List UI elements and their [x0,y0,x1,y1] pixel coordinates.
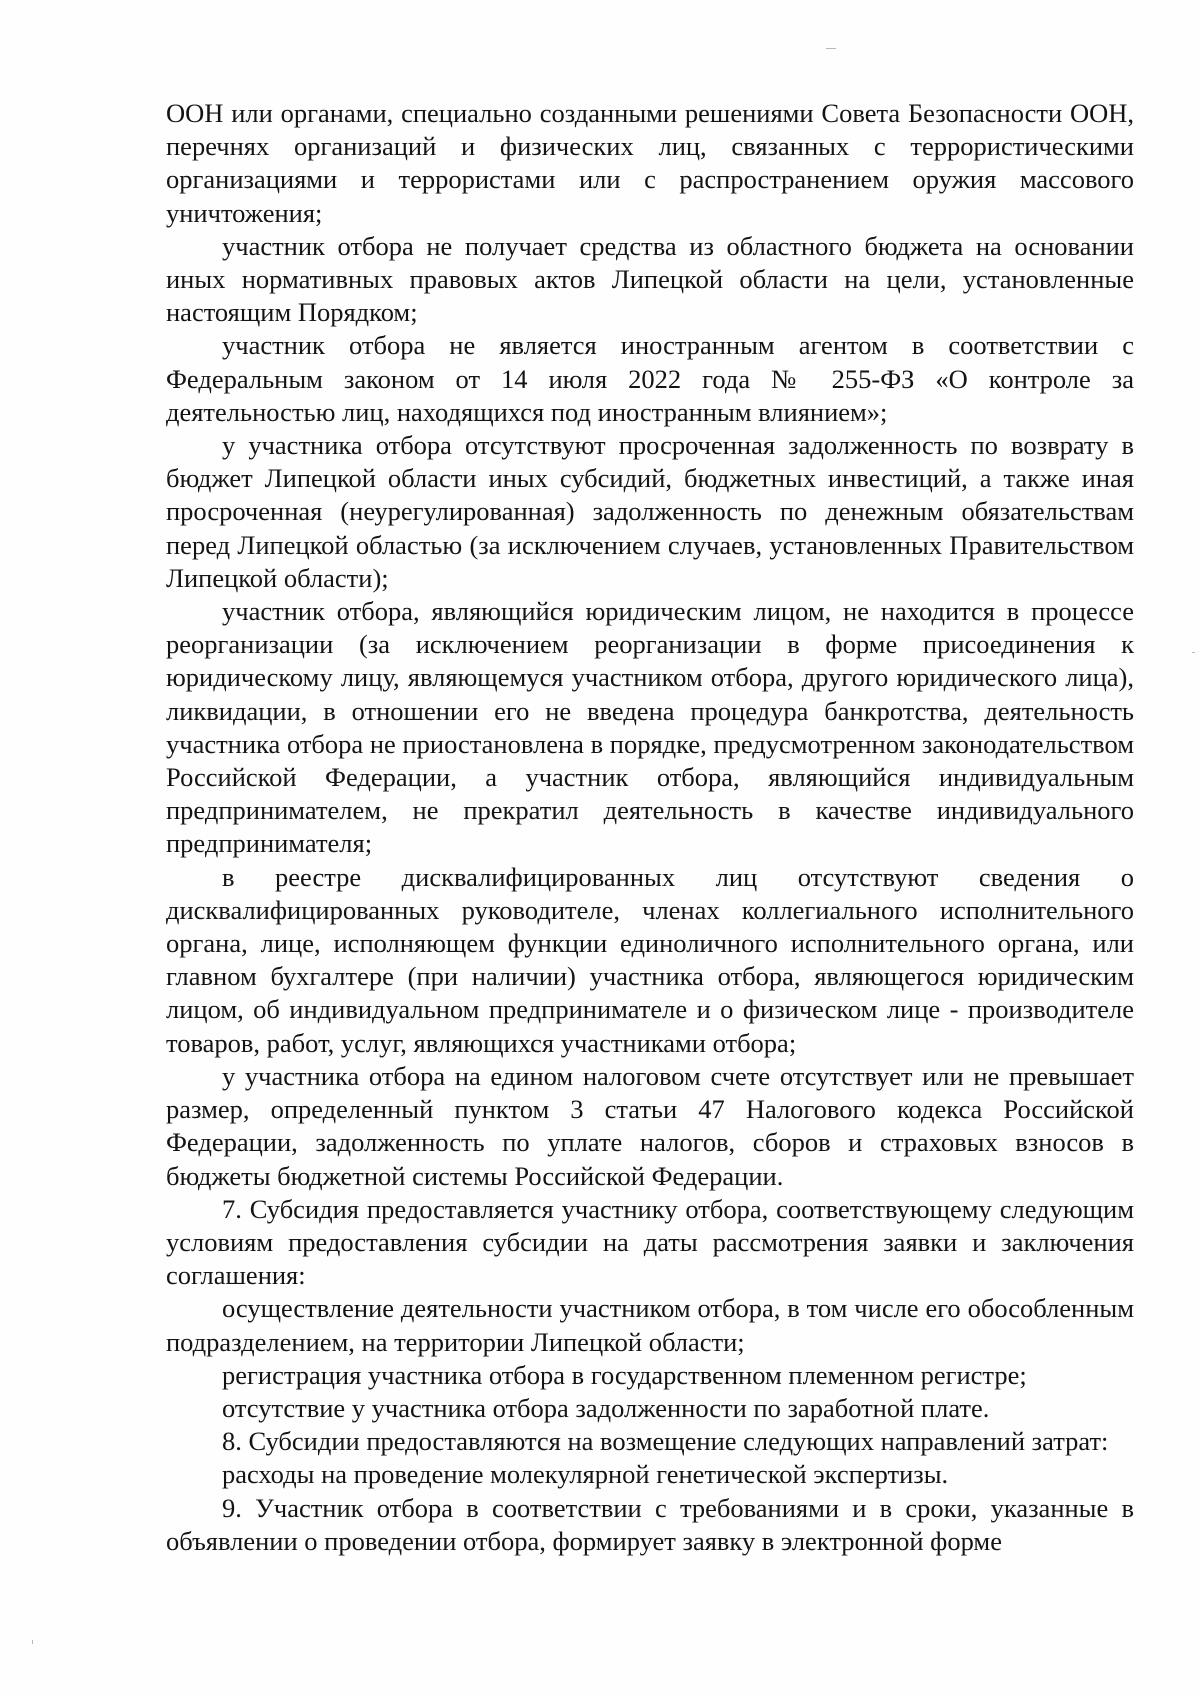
paragraph-activity-territory: осуществление деятельности участником отбора, в том числе его обособленным подразделением, на территории Липецкой области; [166,1293,1134,1357]
scan-artifact-right [1192,652,1195,653]
paragraph-tax-account: у участника отбора на едином налоговом счете отсутствует или не превышает размер, определенный пунктом 3 статьи 47 Налогового кодекса Российской Федерации, задолженность по уплате налогов, сборов и страховых взносов в бюджеты бюджетной системы Российской Федерации. [166,1060,1134,1191]
paragraph-breeding-register: регистрация участника отбора в государственном племенном регистре; [222,1359,1027,1390]
paragraph-un-lists: ООН или органами, специально созданными решениями Совета Безопасности ООН, перечнях организаций и физических лиц, связанных с террористическими организациями и террористами или с распространением оружия массового уничтожения; [166,98,1134,228]
paragraph-no-regional-funds: участник отбора не получает средства из областного бюджета на основании иных нормативных правовых актов Липецкой области на цели, установленные настоящим Порядком; [166,230,1134,328]
paragraph-not-foreign-agent: участник отбора не является иностранным агентом в соответствии с Федеральным законом от 14 июля 2022 года № 255-ФЗ «О контроле за деятельностью лиц, находящихся под иностранным влиянием»; [166,330,1134,427]
paragraph-item-8: 8. Субсидии предоставляются на возмещение следующих направлений затрат: [222,1426,1109,1457]
paragraph-genetic-expertise: расходы на проведение молекулярной генетической экспертизы. [222,1459,949,1490]
scan-artifact-left [32,1640,33,1644]
paragraph-no-wage-debt: отсутствие у участника отбора задолженности по заработной плате. [222,1392,990,1423]
paragraph-no-reorganization: участник отбора, являющийся юридическим лицом, не находится в процессе реорганизации (за исключением реорганизации в форме присоединения к юридическому лицу, являющемуся участником отбора, другого юридического лица), ликвидации, в отношении его не введена процедура банкротства, деятельность участника отбора не приостановлена в порядке, предусмотренном законодательством Российской Федерации, а участник отбора, являющийся индивидуальным предпринимателем, не прекратил деятельность в качестве индивидуального предпринимателя; [166,596,1134,859]
document-body [166,97,1134,1558]
paragraph-no-overdue-debt: у участника отбора отсутствуют просроченная задолженность по возврату в бюджет Липецкой области иных субсидий, бюджетных инвестиций, а также иная просроченная (неурегулированная) задолженность по денежным обязательствам перед Липецкой областью (за исключением случаев, установленных Правительством Липецкой области); [166,430,1134,593]
paragraph-disqualified-registry: в реестре дисквалифицированных лиц отсутствуют сведения о дисквалифицированных руководителе, членах коллегиального исполнительного органа, лице, исполняющем функции единоличного исполнительного органа, или главном бухгалтере (при наличии) участника отбора, являющегося юридическим лицом, об индивидуальном предпринимателе и о физическом лице - производителе товаров, работ, услуг, являющихся участниками отбора; [166,861,1134,1058]
paragraph-item-9: 9. Участник отбора в соответствии с требованиями и в сроки, указанные в объявлении о проведении отбора, формирует заявку в электронной форме [166,1492,1134,1556]
scan-artifact-top [826,48,836,49]
paragraph-item-7: 7. Субсидия предоставляется участнику отбора, соответствующему следующим условиям предоставления субсидии на даты рассмотрения заявки и заключения соглашения: [166,1193,1134,1291]
